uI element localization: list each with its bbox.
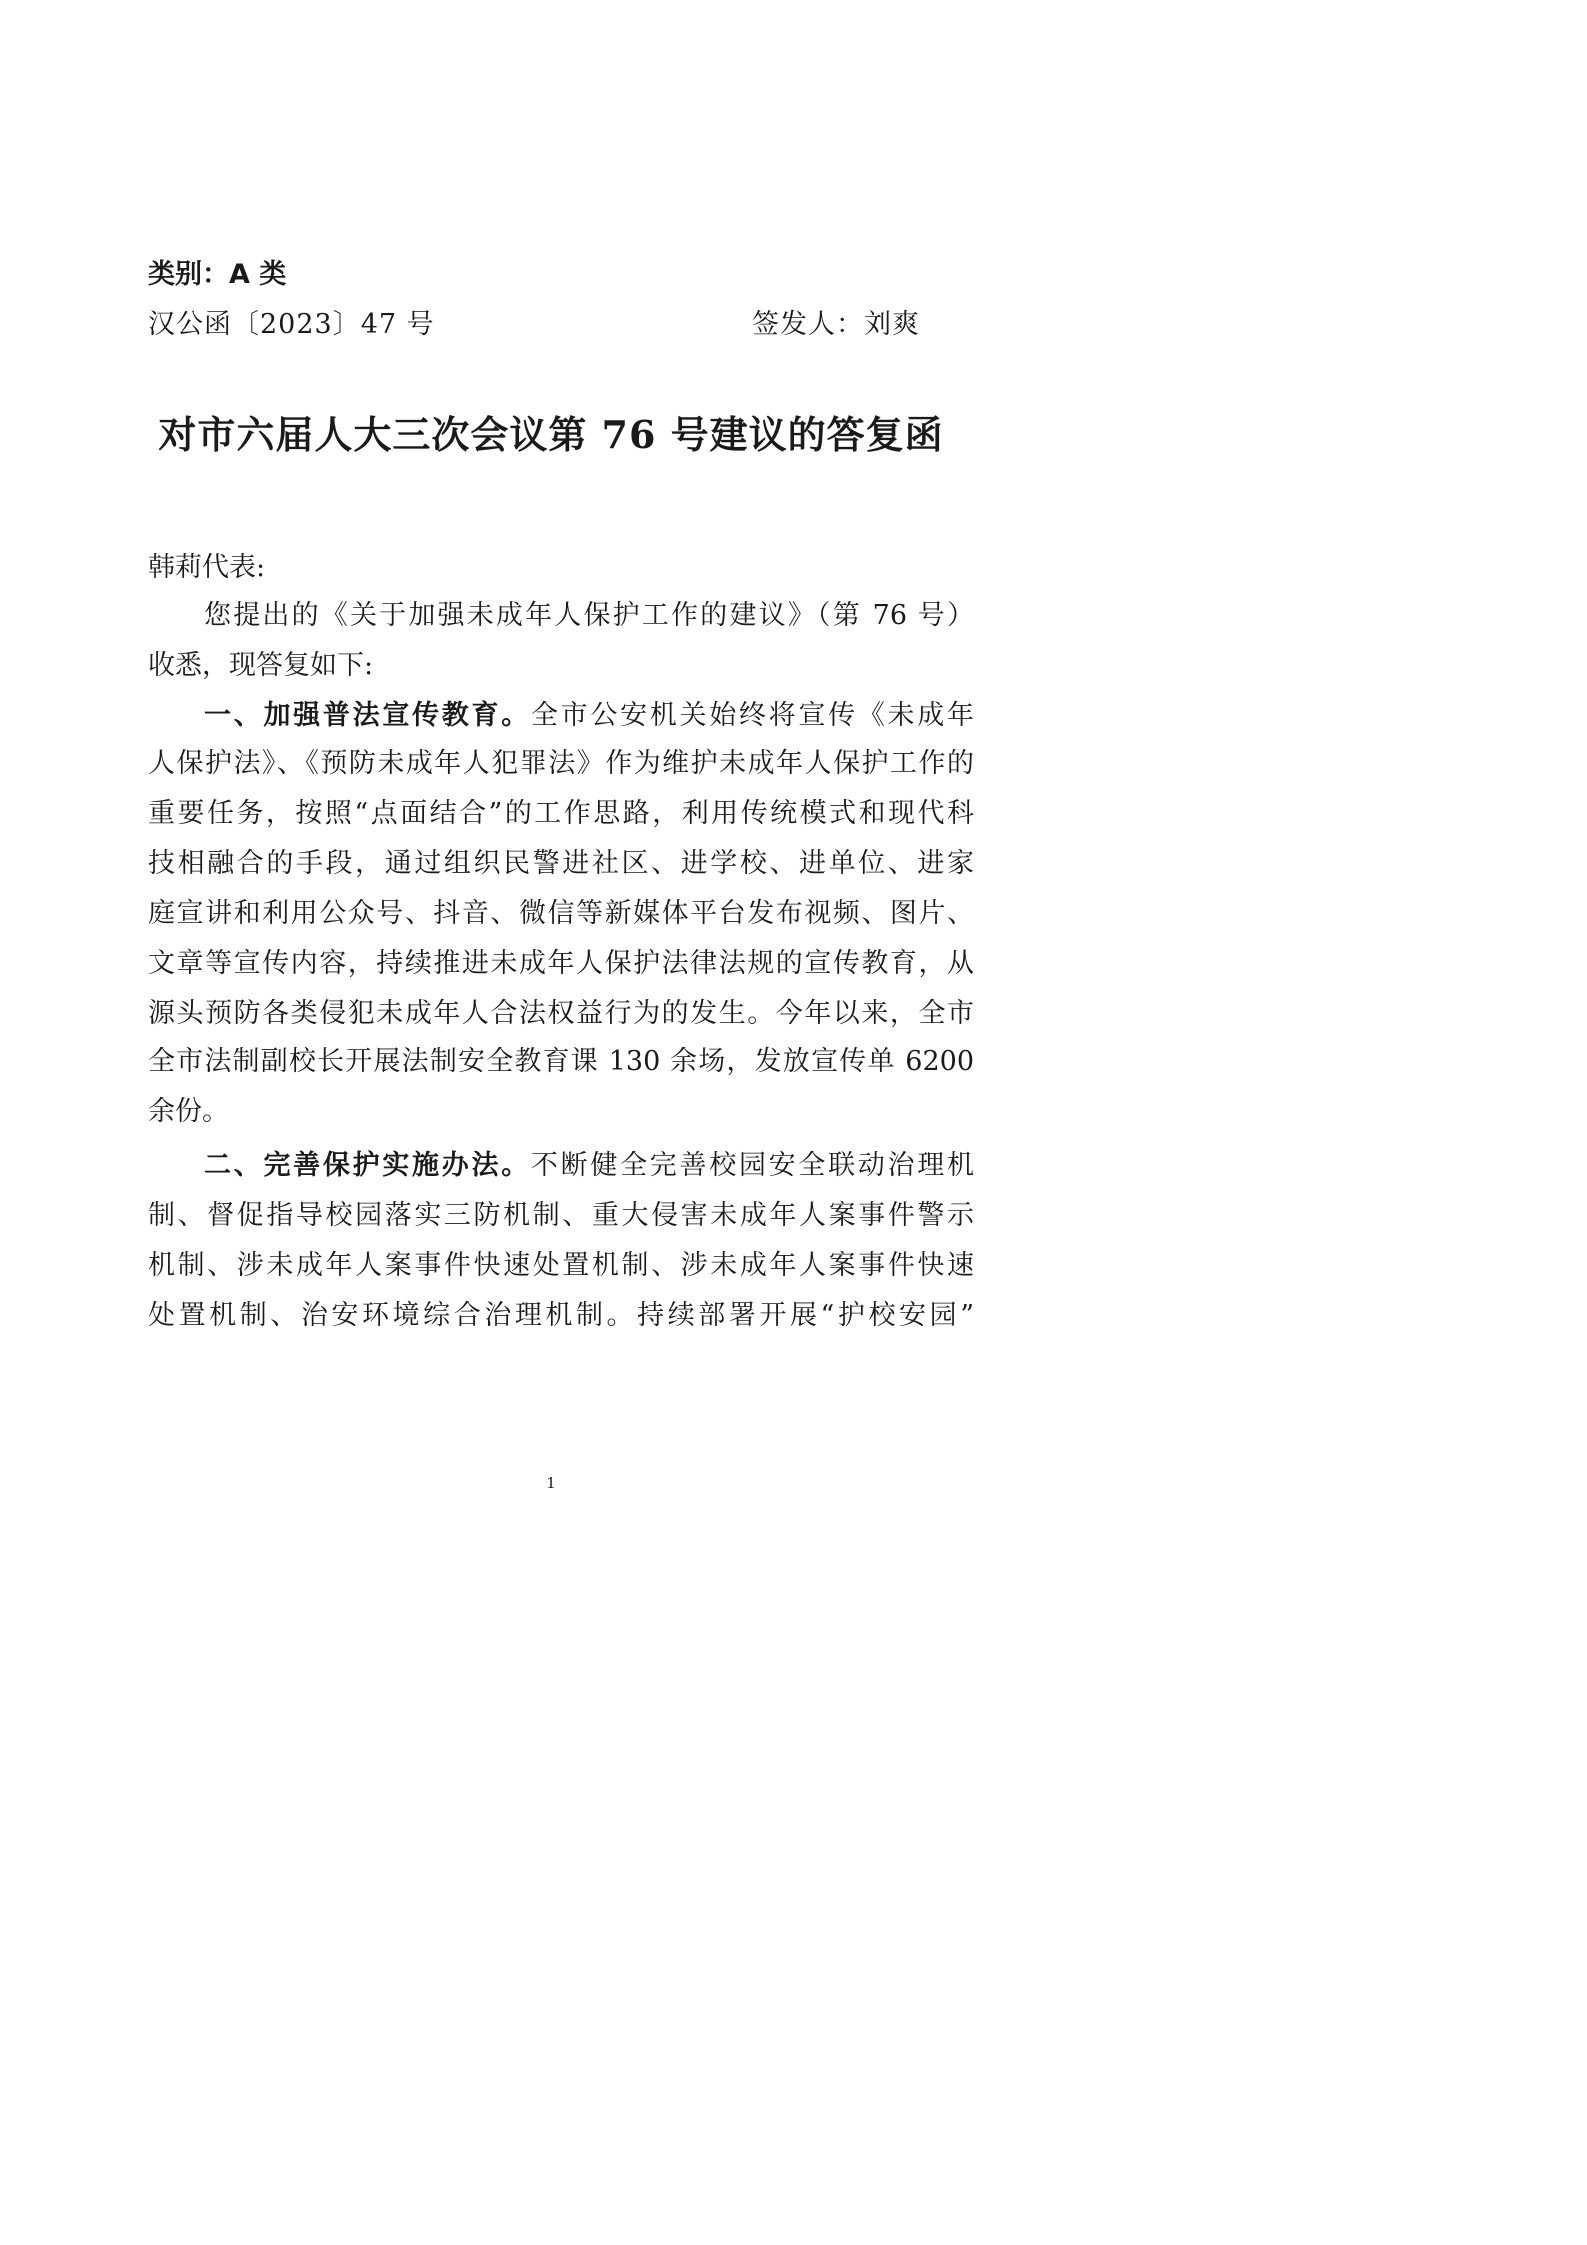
body-line: 人保护法》、《预防未成年人犯罪法》作为维护未成年人保护工作的 <box>148 748 974 779</box>
body-line: 收悉，现答复如下: <box>148 650 374 681</box>
signer-label: 签发人：刘爽 <box>752 309 920 340</box>
body-line: 全市法制副校长开展法制安全教育课 130 余场，发放宣传单 6200 <box>148 1046 974 1077</box>
page-number: 1 <box>546 1474 556 1492</box>
body-line: 文章等宣传内容，持续推进未成年人保护法律法规的宣传教育，从 <box>148 948 974 979</box>
body-line: 机制、涉未成年人案事件快速处置机制、涉未成年人案事件快速 <box>148 1250 974 1281</box>
section-1-first-line <box>204 698 974 734</box>
document-title: 对市六届人大三次会议第 76 号建议的答复函 <box>158 412 944 457</box>
body-text: 全市公安机关始终将宣传《未成年 <box>530 700 975 731</box>
section-2-heading: 二、完善保护实施办法。 <box>204 1150 531 1181</box>
section-1-heading: 一、加强普法宣传教育。 <box>204 700 531 731</box>
body-text: 不断健全完善校园安全联动治理机 <box>530 1150 975 1181</box>
salutation: 韩莉代表: <box>148 552 266 583</box>
body-line: 技相融合的手段，通过组织民警进社区、进学校、进单位、进家 <box>148 848 974 879</box>
body-line: 您提出的《关于加强未成年人保护工作的建议》（第 76 号） <box>204 600 974 631</box>
body-line: 处置机制、治安环境综合治理机制。持续部署开展“护校安园” <box>148 1300 974 1331</box>
body-line: 余份。 <box>148 1096 229 1127</box>
body-line: 制、督促指导校园落实三防机制、重大侵害未成年人案事件警示 <box>148 1200 974 1231</box>
body-line: 源头预防各类侵犯未成年人合法权益行为的发生。今年以来，全市 <box>148 998 974 1029</box>
document-number: 汉公函〔2023〕47 号 <box>148 309 435 340</box>
category-label: 类别：A 类 <box>148 259 287 290</box>
body-line: 重要任务，按照“点面结合”的工作思路，利用传统模式和现代科 <box>148 798 974 829</box>
section-2-first-line <box>204 1148 974 1184</box>
document-page <box>0 0 1102 1559</box>
body-line: 庭宣讲和利用公众号、抖音、微信等新媒体平台发布视频、图片、 <box>148 898 974 929</box>
